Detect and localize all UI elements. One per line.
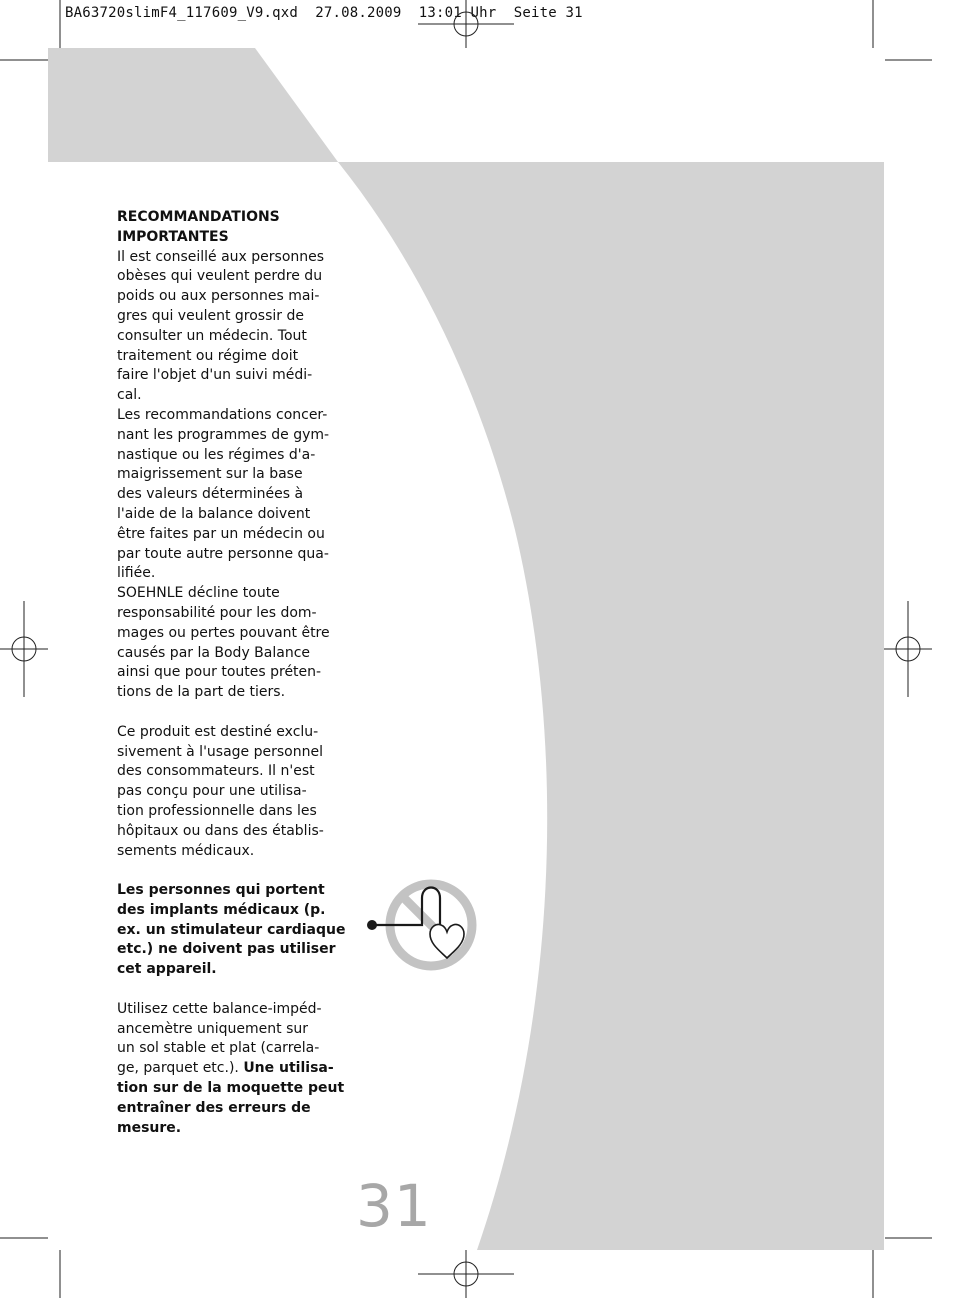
paragraph-gap bbox=[117, 980, 332, 1000]
warning-line: cet appareil. bbox=[117, 961, 217, 978]
text-line: pas conçu pour une utilisa- bbox=[117, 783, 307, 800]
registration-mark-icon bbox=[0, 601, 48, 697]
text-line: des valeurs déterminées à bbox=[117, 486, 304, 503]
text-bold: Une utilisa- bbox=[243, 1060, 334, 1077]
registration-mark-icon bbox=[418, 0, 514, 48]
text-line: mages ou pertes pouvant être bbox=[117, 624, 330, 641]
warning-line: etc.) ne doivent pas utiliser bbox=[117, 941, 336, 958]
text-line: un sol stable et plat (carrela- bbox=[117, 1040, 320, 1057]
warning-line: mesure. bbox=[117, 1119, 182, 1136]
text-line: hôpitaux ou dans des établis- bbox=[117, 822, 324, 839]
text-line: Ce produit est destiné exclu- bbox=[117, 723, 319, 740]
paragraph-recommendations bbox=[117, 406, 332, 584]
text-line: Utilisez cette balance-impéd- bbox=[117, 1000, 322, 1017]
text-line: nastique ou les régimes d'a- bbox=[117, 446, 316, 463]
page-number: 31 bbox=[356, 1172, 432, 1240]
paragraph-liability bbox=[117, 584, 332, 703]
text-line: tion professionnelle dans les bbox=[117, 802, 317, 819]
text-line: Il est conseillé aux personnes bbox=[117, 248, 325, 265]
text-line: faire l'objet d'un suivi médi- bbox=[117, 367, 313, 384]
paragraph-floor-usage bbox=[117, 1000, 345, 1139]
text-line: l'aide de la balance doivent bbox=[117, 505, 311, 522]
text-line: maigrissement sur la base bbox=[117, 466, 303, 483]
text-line: obèses qui veulent perdre du bbox=[117, 268, 323, 285]
text-line: poids ou aux personnes mai- bbox=[117, 288, 320, 305]
text-line: par toute autre personne qua- bbox=[117, 545, 329, 562]
text-line-mixed bbox=[117, 1059, 332, 1079]
paragraph-implant-warning bbox=[117, 881, 346, 980]
text-line: sivement à l'usage personnel bbox=[117, 743, 323, 760]
text-line: des consommateurs. Il n'est bbox=[117, 763, 315, 780]
no-pacemaker-icon bbox=[360, 874, 484, 978]
warning-line: entraîner des erreurs de bbox=[117, 1099, 311, 1116]
text-line: gres qui veulent grossir de bbox=[117, 307, 304, 324]
paragraph-gap bbox=[117, 703, 332, 723]
text-line: être faites par un médecin ou bbox=[117, 525, 325, 542]
text-line: ancemètre uniquement sur bbox=[117, 1020, 309, 1037]
text-line: tions de la part de tiers. bbox=[117, 684, 286, 701]
instructions-column bbox=[117, 208, 346, 1138]
section-title: RECOMMANDATIONS bbox=[117, 209, 280, 225]
text-line: ainsi que pour toutes préten- bbox=[117, 664, 322, 681]
paragraph-personal-use bbox=[117, 723, 332, 862]
paragraph-medical-advice bbox=[117, 248, 332, 406]
right-gray-panel bbox=[338, 162, 884, 1250]
text-line: sements médicaux. bbox=[117, 842, 255, 859]
warning-line: des implants médicaux (p. bbox=[117, 901, 326, 918]
text-line: responsabilité pour les dom- bbox=[117, 604, 317, 621]
warning-line: tion sur de la moquette peut bbox=[117, 1080, 345, 1097]
section-title: IMPORTANTES bbox=[117, 228, 229, 245]
print-slug-header: BA63720slimF4_117609_V9.qxd 27.08.2009 13:01 Uhr Seite 31 bbox=[65, 5, 583, 21]
text-line: Les recommandations concer- bbox=[117, 406, 328, 423]
text-line: consulter un médecin. Tout bbox=[117, 327, 307, 344]
text-normal: ge, parquet etc.). bbox=[117, 1060, 244, 1077]
warning-line: ex. un stimulateur cardiaque bbox=[117, 921, 346, 938]
text-line: cal. bbox=[117, 387, 142, 404]
text-line: causés par la Body Balance bbox=[117, 644, 311, 661]
text-line: traitement ou régime doit bbox=[117, 347, 299, 364]
text-line: SOEHNLE décline toute bbox=[117, 585, 280, 602]
warning-line: Les personnes qui portent bbox=[117, 882, 325, 899]
registration-mark-icon bbox=[884, 601, 932, 697]
paragraph-gap bbox=[117, 861, 332, 881]
registration-mark-icon bbox=[418, 1250, 514, 1298]
text-line: lifiée. bbox=[117, 565, 156, 582]
text-line: nant les programmes de gym- bbox=[117, 426, 330, 443]
top-gray-band bbox=[48, 48, 338, 162]
